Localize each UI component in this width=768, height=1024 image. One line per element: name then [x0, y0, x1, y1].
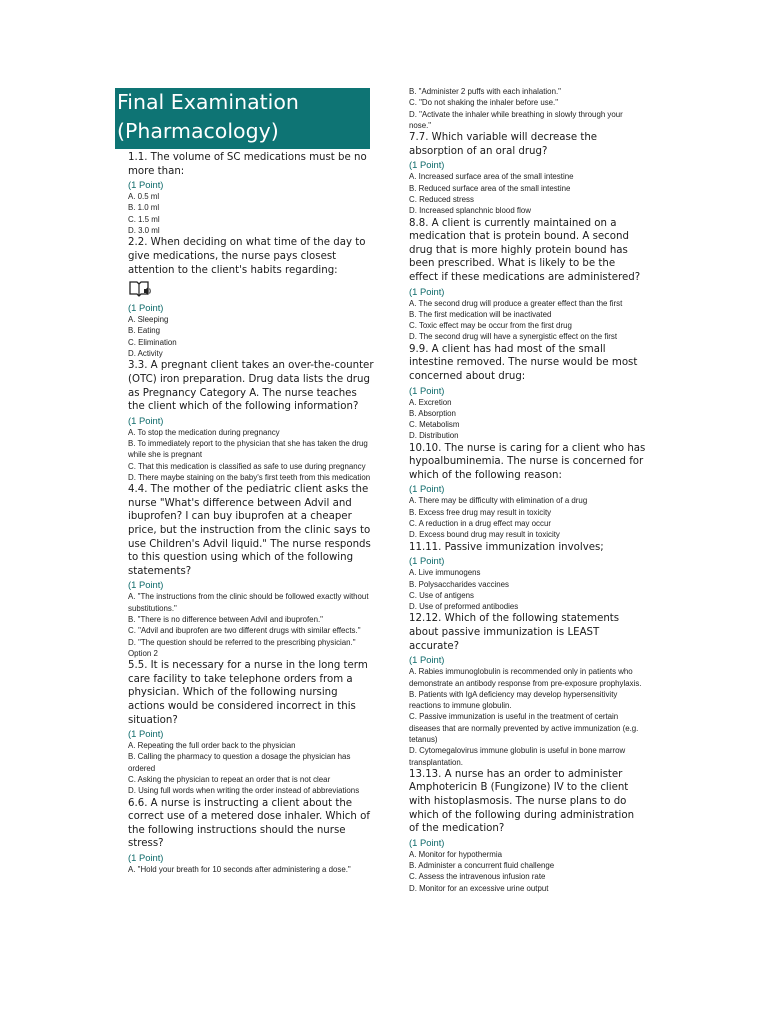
point-label: (1 Point) — [128, 414, 164, 426]
point-label: (1 Point) — [409, 555, 445, 567]
document-title — [115, 88, 370, 149]
answer-option: C. "Advil and ibuprofen are two different drugs with similar effects." — [128, 626, 361, 636]
question-text: 3.3. A pregnant client takes an over-the-counter (OTC) iron preparation. Drug data lists the drug as Pregnancy Category A. The nurse teaches the client which of the following information? — [128, 360, 374, 413]
answer-option: D. The second drug will have a synergistic effect on the first — [409, 332, 618, 342]
answer-option: B. 1.0 ml — [128, 203, 160, 213]
answer-option: A. Repeating the full order back to the physician — [128, 741, 296, 751]
answer-option: D. "Activate the inhaler while breathing in slowly through your nose." — [409, 109, 623, 130]
question-text: 9.9. A client has had most of the small intestine removed. The nurse would be most concerned about drug: — [409, 343, 638, 382]
immersive-reader-icon — [128, 277, 376, 301]
answer-option: D. Distribution — [409, 431, 459, 441]
answer-option: A. To stop the medication during pregnancy — [128, 427, 280, 437]
answer-option: A. Sleeping — [128, 315, 169, 325]
question-text: 1.1. The volume of SC medications must be no more than: — [128, 152, 367, 177]
answer-option: A. "The instructions from the clinic should be followed exactly without substitutions." — [128, 592, 369, 613]
point-label: (1 Point) — [409, 159, 445, 171]
answer-option: D. Monitor for an excessive urine output — [409, 883, 549, 893]
answer-option: D. "The question should be referred to the prescribing physician." — [128, 637, 356, 647]
question-text: 7.7. Which variable will decrease the absorption of an oral drug? — [409, 132, 598, 157]
answer-option: D. Excess bound drug may result in toxicity — [409, 530, 560, 540]
answer-option: C. 1.5 ml — [128, 214, 160, 224]
point-label: (1 Point) — [128, 579, 164, 591]
point-label: (1 Point) — [409, 483, 445, 495]
question-text: 4.4. The mother of the pediatric client asks the nurse "What's difference between Advil and ibuprofen? I can buy ibuprofen at a cheaper price, but the instruction from the clinic says to use Children's Advil liquid." The nurse responds to this question using which of the following statements? — [128, 484, 371, 577]
question-text: 11.11. Passive immunization involves; — [409, 541, 604, 553]
answer-option: C. Passive immunization is useful in the treatment of certain diseases that are normally prevented by active immunization (e.g. tetanus) — [409, 712, 639, 744]
answer-option: C. Metabolism — [409, 420, 460, 430]
left-column — [128, 151, 376, 875]
answer-option: Option 2 — [128, 648, 158, 658]
answer-option: B. The first medication will be inactivated — [409, 309, 552, 319]
answer-option: A. Excretion — [409, 397, 452, 407]
immersive-reader-icon-graphic — [128, 279, 152, 299]
answer-option: C. Elimination — [128, 337, 177, 347]
question-text: 2.2. When deciding on what time of the day to give medications, the nurse pays closest attention to the client's habits regarding: — [128, 237, 366, 276]
question-text: 13.13. A nurse has an order to administer Amphotericin B (Fungizone) IV to the client with histoplasmosis. The nurse plans to do which of the following during administration of the medication? — [409, 768, 635, 835]
point-label: (1 Point) — [409, 836, 445, 848]
answer-option: A. Rabies immunoglobulin is recommended only in patients who demonstrate an antibody response from pre-exposure prophylaxis. — [409, 667, 642, 688]
answer-option: D. Use of preformed antibodies — [409, 602, 519, 612]
answer-option: A. 0.5 ml — [128, 192, 160, 202]
answer-option: D. Using full words when writing the order instead of abbreviations — [128, 786, 360, 796]
answer-option: B. Patients with IgA deficiency may develop hypersensitivity reactions to immune globulin. — [409, 689, 618, 711]
point-label: (1 Point) — [128, 851, 164, 863]
answer-option: B. Polysaccharides vaccines — [409, 579, 509, 589]
right-column — [409, 86, 647, 894]
answer-option: B. "Administer 2 puffs with each inhalation." — [409, 87, 561, 96]
answer-option: B. To immediately report to the physician that she has taken the drug while she is pregnant — [128, 439, 368, 460]
question-text: 6.6. A nurse is instructing a client about the correct use of a metered dose inhaler. Which of the following instructions should the nurse stress? — [128, 797, 370, 850]
question-text: 12.12. Which of the following statements about passive immunization is LEAST accurate? — [409, 613, 620, 652]
answer-option: D. Activity — [128, 349, 163, 359]
answer-option: D. Cytomegalovirus immune globulin is useful in bone marrow transplantation. — [409, 746, 626, 767]
answer-option: B. "There is no difference between Advil and ibuprofen." — [128, 614, 323, 624]
answer-option: A. There may be difficulty with elimination of a drug — [409, 496, 588, 506]
answer-option: D. 3.0 ml — [128, 226, 160, 236]
answer-option: D. There maybe staining on the baby's first teeth from this medication — [128, 472, 371, 482]
answer-option: B. Calling the pharmacy to question a dosage the physician has ordered — [128, 752, 351, 773]
point-label: (1 Point) — [409, 285, 445, 297]
point-label: (1 Point) — [409, 654, 445, 666]
answer-option: B. Eating — [128, 326, 161, 336]
answer-option: C. Reduced stress — [409, 194, 474, 204]
answer-option: C. "Do not shaking the inhaler before use." — [409, 98, 559, 108]
title-line-1: Final Examination — [117, 90, 299, 114]
answer-option: A. Monitor for hypothermia — [409, 849, 502, 859]
answer-option: B. Excess free drug may result in toxicity — [409, 507, 552, 517]
answer-option: C. Assess the intravenous infusion rate — [409, 872, 546, 882]
point-label: (1 Point) — [128, 728, 164, 740]
answer-option: A. "Hold your breath for 10 seconds after administering a dose." — [128, 864, 351, 874]
answer-option: C. That this medication is classified as safe to use during pregnancy — [128, 461, 366, 471]
answer-option: B. Reduced surface area of the small intestine — [409, 183, 571, 193]
answer-option: B. Administer a concurrent fluid challenge — [409, 861, 555, 871]
title-line-2: (Pharmacology) — [117, 119, 279, 143]
point-label: (1 Point) — [409, 384, 445, 396]
point-label: (1 Point) — [128, 302, 164, 314]
answer-option: A. The second drug will produce a greater effect than the first — [409, 298, 623, 308]
answer-option: C. Toxic effect may be occur from the first drug — [409, 321, 572, 331]
answer-option: B. Absorption — [409, 408, 456, 418]
question-text: 8.8. A client is currently maintained on a medication that is protein bound. A second drug that is more highly protein bound has been prescribed. What is likely to be the effect if these medications are administered? — [409, 217, 641, 283]
answer-option: A. Live immunogens — [409, 568, 481, 578]
question-text: 5.5. It is necessary for a nurse in the long term care facility to take telephone orders from a physician. Which of the following nursing actions would be considered incorrect in this situation? — [128, 660, 368, 726]
answer-option: C. Use of antigens — [409, 590, 474, 600]
question-text: 10.10. The nurse is caring for a client who has hypoalbuminemia. The nurse is concerned for which of the following reason: — [409, 442, 646, 481]
answer-option: C. A reduction in a drug effect may occur — [409, 519, 551, 529]
answer-option: D. Increased splanchnic blood flow — [409, 206, 531, 216]
answer-option: A. Increased surface area of the small intestine — [409, 172, 574, 182]
point-label: (1 Point) — [128, 179, 164, 191]
answer-option: C. Asking the physician to repeat an order that is not clear — [128, 775, 331, 784]
